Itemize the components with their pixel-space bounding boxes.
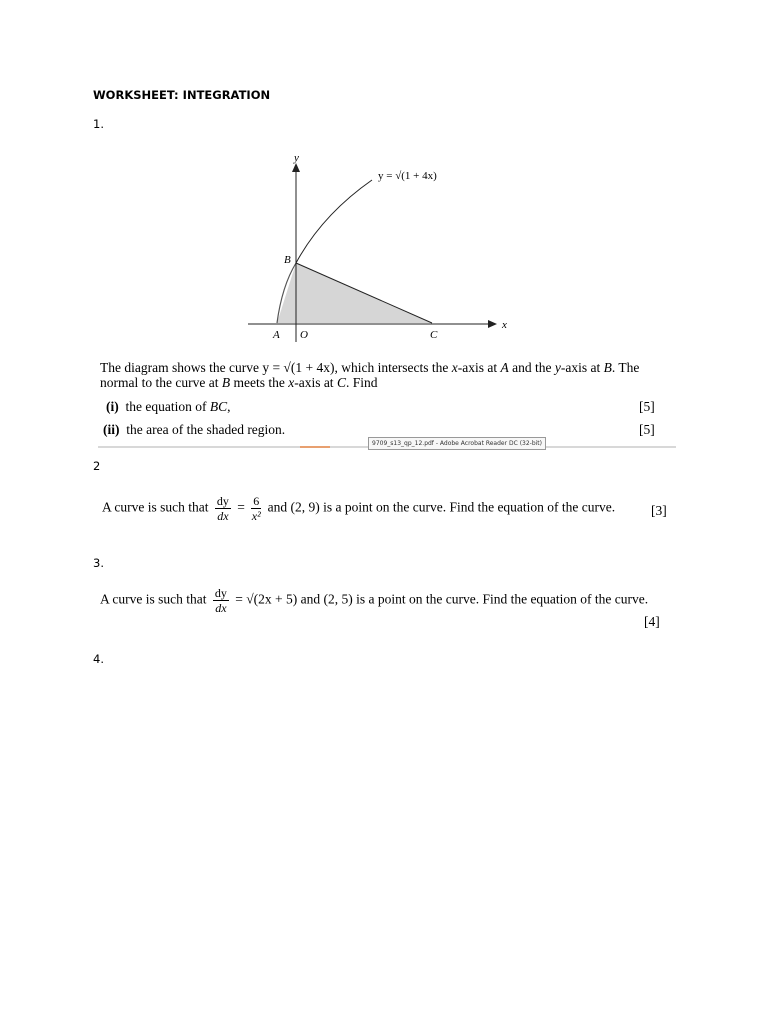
curve-label: y = √(1 + 4x) [378,170,437,182]
question-1-number: 1. [93,117,104,131]
x-axis-label: x [502,319,507,331]
y-axis-arrow [292,163,300,172]
q3-text: A curve is such that $\frac{dy}{dx}$ = √(2x + 5) and (2, 5) is a point on the curve. Find the equation of the curve. [100,586,649,615]
screenshot-accent-bar [300,446,330,448]
x-axis-arrow [488,320,497,328]
q2-rhs-fraction: $\frac{6}{\text{x²}}$ [251,494,261,523]
q2-text: A curve is such that $\frac{dy}{dx}$ = $\frac{6}{\text{x²}}$ and (2, 9) is a point on the curve. Find the equation of the curve. [102,494,616,523]
shaded-region [277,263,432,323]
question-2-number: 2 [93,459,101,473]
point-b-label: B [284,254,291,266]
q3-derivative-fraction: $\frac{dy}{dx}$ [214,586,227,615]
q3-marks: [4] [644,614,660,629]
q2-marks: [3] [651,503,667,518]
q1-text-line-2: normal to the curve at B meets the x-axis at C. Find [100,375,378,390]
q2-derivative-fraction: $\frac{dy}{dx}$ [216,494,229,523]
point-o-label: O [300,329,308,341]
point-a-label: A [273,329,280,341]
q1-part-i-marks: [5] [639,399,655,414]
curve [296,180,372,263]
worksheet-title: WORKSHEET: INTEGRATION [93,88,271,102]
point-c-label: C [430,329,438,341]
q1-part-ii: (ii) the area of the shaded region. [103,422,286,437]
q1-part-ii-marks: [5] [639,422,655,437]
q1-text-line-1: The diagram shows the curve y = √(1 + 4x), which intersects the x-axis at A and the y-axis at B. The [100,360,640,375]
taskbar-tooltip: 9709_s13_qp_12.pdf - Adobe Acrobat Reader DC (32-bit) [368,437,546,450]
question-4-number: 4. [93,652,104,666]
question-3-number: 3. [93,556,104,570]
q1-part-i: (i) the equation of BC, [106,399,231,414]
y-axis-label: y [294,152,299,164]
